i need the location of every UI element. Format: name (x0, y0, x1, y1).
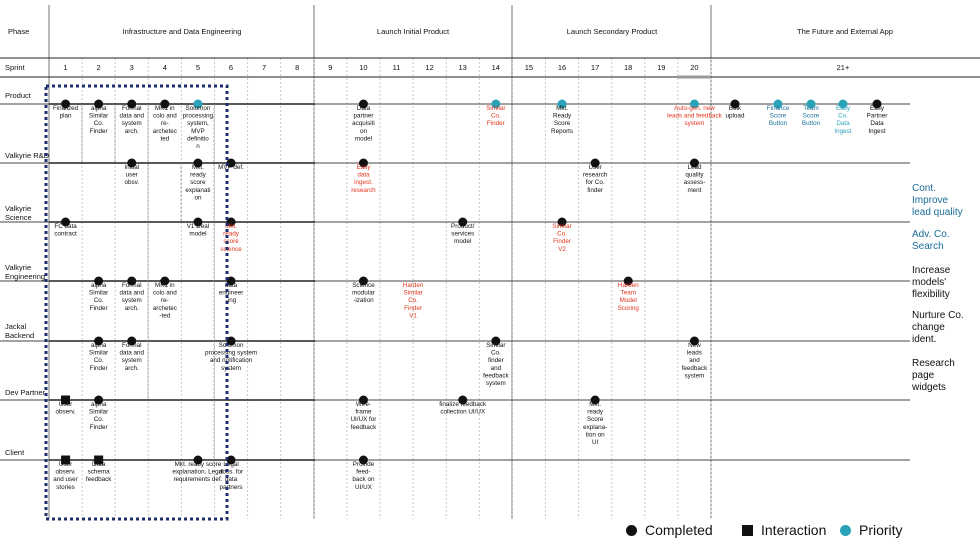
phase-label: The Future and External App (797, 27, 893, 36)
timeline-header (0, 27, 980, 77)
milestone-label: MK1 in colo and re-archetec -ted (152, 282, 177, 320)
sprint-label: 19 (657, 63, 666, 72)
milestone (53, 456, 78, 491)
milestone-label: Harden Team Model Scoring (617, 282, 639, 312)
milestone (153, 277, 177, 320)
milestone-label: Wire-frame UI/UX for feedback (350, 401, 377, 431)
sprint-label: 2 (96, 63, 101, 72)
sprint-label: 3 (129, 63, 134, 72)
milestone-label: Initial user obsv. (124, 164, 140, 187)
legend-interaction (742, 522, 826, 538)
milestone-label: Mkt. Ready Score Reports (551, 105, 574, 135)
milestone-label: Similar Co. Finder V2 (552, 223, 572, 253)
swimlane-label: Jackal Backend (5, 322, 35, 340)
legend-completed-label: Completed (645, 522, 713, 538)
sprint-label: 16 (557, 63, 567, 72)
milestone (583, 396, 607, 447)
milestone (552, 218, 571, 253)
milestone (726, 100, 745, 120)
phase-label: Launch Initial Product (376, 27, 450, 36)
milestone-label: Provide feed-back on UI/UX (352, 461, 375, 491)
milestone (55, 396, 75, 416)
milestone (583, 159, 608, 194)
milestone-label: Harden Similar Co. Finder V1 (402, 282, 424, 320)
milestone-label: Formal data and system arch. (119, 105, 145, 135)
milestone-label: MVP def. (218, 164, 244, 171)
milestone (350, 396, 377, 431)
side-note: Adv. Co. Search (912, 229, 950, 252)
milestone (183, 100, 214, 151)
swimlane-label: Client (5, 448, 25, 457)
sprint-label: 6 (228, 63, 234, 72)
side-note: Cont. Improve lead quality (912, 183, 963, 218)
milestone (867, 100, 888, 135)
sprint-label: 14 (491, 63, 500, 72)
milestone-label: User research for Co. finder (582, 164, 608, 194)
sprint-label: 5 (195, 63, 200, 72)
milestone-label: alpha Similar Co. Finder (89, 401, 109, 431)
milestone (89, 100, 108, 135)
milestone (205, 337, 257, 372)
sprint-label: 20 (690, 63, 699, 72)
milestone-label: finalize feedback collection UI/UX (439, 401, 487, 416)
priority-dot-icon (840, 525, 851, 536)
sprint-label: 15 (524, 63, 534, 72)
milestone-label: Mkt. ready score science (220, 223, 242, 253)
milestone-label: Solomon processing system, MVP definitio n (182, 105, 214, 150)
swimlane-label: Dev Partner (5, 388, 46, 397)
milestone-label: Mkt. ready Score explana-tion on UI (583, 401, 608, 446)
milestone-label: Formal data and system arch. (119, 282, 145, 312)
side-note: Nurture Co. change ident. (912, 310, 964, 345)
milestone-label: Similar Co. Finder (486, 105, 506, 128)
milestones (53, 100, 887, 491)
milestone (352, 100, 375, 143)
milestone (187, 218, 209, 238)
milestone-label: FC data contract (54, 223, 77, 238)
milestone (53, 100, 79, 120)
milestone-label: Team Score Button (801, 105, 821, 128)
milestone (219, 456, 243, 491)
milestone (352, 456, 375, 491)
milestone-label: Data partner acquisiti on model (352, 105, 375, 143)
phase-label: Infrastructure and Data Engineering (122, 27, 242, 36)
phase-row-label: Phase (8, 27, 30, 36)
side-note: Increase models' flexibility (912, 265, 951, 300)
milestone (153, 100, 177, 143)
milestone-label: Easy Partner Data Ingest (866, 105, 888, 135)
milestone-label: Finance Score Button (766, 105, 790, 128)
sprint-label: 10 (359, 63, 368, 72)
milestone-label: New leads and feedback system (681, 342, 708, 380)
sprint-label: 13 (458, 63, 467, 72)
legend-priority-label: Priority (859, 522, 903, 538)
sprint-label: 11 (392, 63, 401, 72)
swimlane-label: Product (5, 91, 31, 100)
milestone-label: alpha Similar Co. Finder (89, 105, 109, 135)
milestone (54, 218, 77, 238)
sprint-label: 17 (590, 63, 600, 72)
sprint-row-label: Sprint (5, 63, 25, 72)
sprint-label: 21+ (836, 63, 850, 72)
milestone-label: alpha Similar Co. Finder (89, 342, 109, 372)
milestone (682, 337, 708, 380)
side-notes (911, 183, 964, 393)
milestone (618, 277, 640, 312)
milestone-label: V1 Deal model (186, 223, 210, 238)
milestone (551, 100, 573, 135)
sprint-label: 18 (624, 63, 633, 72)
milestone (89, 396, 108, 431)
legend-priority (840, 522, 903, 538)
swimlane-label: Valkyrie Engineering (5, 263, 46, 281)
milestone-label: Legal docs. for data partners (218, 461, 244, 491)
sprint-label: 7 (262, 63, 267, 72)
milestone (89, 277, 108, 312)
milestone-label: User observ. and user stories (53, 461, 78, 491)
milestone (218, 159, 244, 172)
milestone (403, 282, 424, 319)
phase-label: Launch Secondary Product (566, 27, 658, 36)
milestone-label: Solomon processing system and notification system (204, 342, 258, 372)
milestone-label: alpha Similar Co. Finder (89, 282, 109, 312)
milestone (483, 337, 509, 388)
swimlane-label: Valkyrie Science (5, 204, 32, 222)
milestone-label: Formal data and system arch. (119, 342, 145, 372)
completed-dot-icon (626, 525, 637, 536)
milestone (185, 159, 210, 202)
milestone-label: Auto-gen. new leads and feedback system (667, 105, 722, 128)
milestone-label: Product/ services model (451, 223, 475, 246)
milestone-label: Data schema feedback (85, 461, 112, 484)
milestone-label: Mkt. ready score explanation, Legal requirements def. (172, 461, 224, 484)
milestone (119, 337, 144, 372)
milestone (684, 159, 706, 194)
milestone (834, 100, 851, 135)
milestone-label: Easy Co. Data Ingest (834, 105, 852, 135)
milestone-label: Finalized plan (52, 105, 79, 120)
sprint-label: 8 (295, 63, 300, 72)
milestone-label: Mkt. ready score explanati on (185, 164, 211, 202)
milestone (351, 159, 376, 194)
milestone (89, 337, 108, 372)
sprint-label: 9 (328, 63, 333, 72)
sprint-label: 4 (162, 63, 167, 72)
interaction-square-icon (742, 525, 753, 536)
milestone-label: Science modular -ization (352, 282, 375, 305)
sprint-label: 1 (63, 63, 68, 72)
sprint-label: 12 (425, 63, 434, 72)
milestone (119, 100, 144, 135)
milestone (119, 277, 144, 312)
milestone-label: Bulk upload (725, 105, 745, 120)
milestone (220, 218, 242, 253)
milestone-label: data engineer -ing (218, 282, 244, 305)
milestone-label: Easy data ingest. research (351, 164, 376, 194)
legend-interaction-label: Interaction (761, 522, 827, 538)
swimlane-label: Valkyrie R&D (5, 151, 50, 160)
milestone-label: User observ. (55, 401, 76, 416)
legend-completed (626, 522, 713, 538)
milestone-label: Lead quality assess-ment (683, 164, 706, 194)
milestone-label: Similar Co. finder and feedback system (483, 342, 509, 387)
milestone-label: MK1 in colo and re-archetec ted (152, 105, 177, 143)
side-note: Research page widgets (912, 358, 955, 393)
